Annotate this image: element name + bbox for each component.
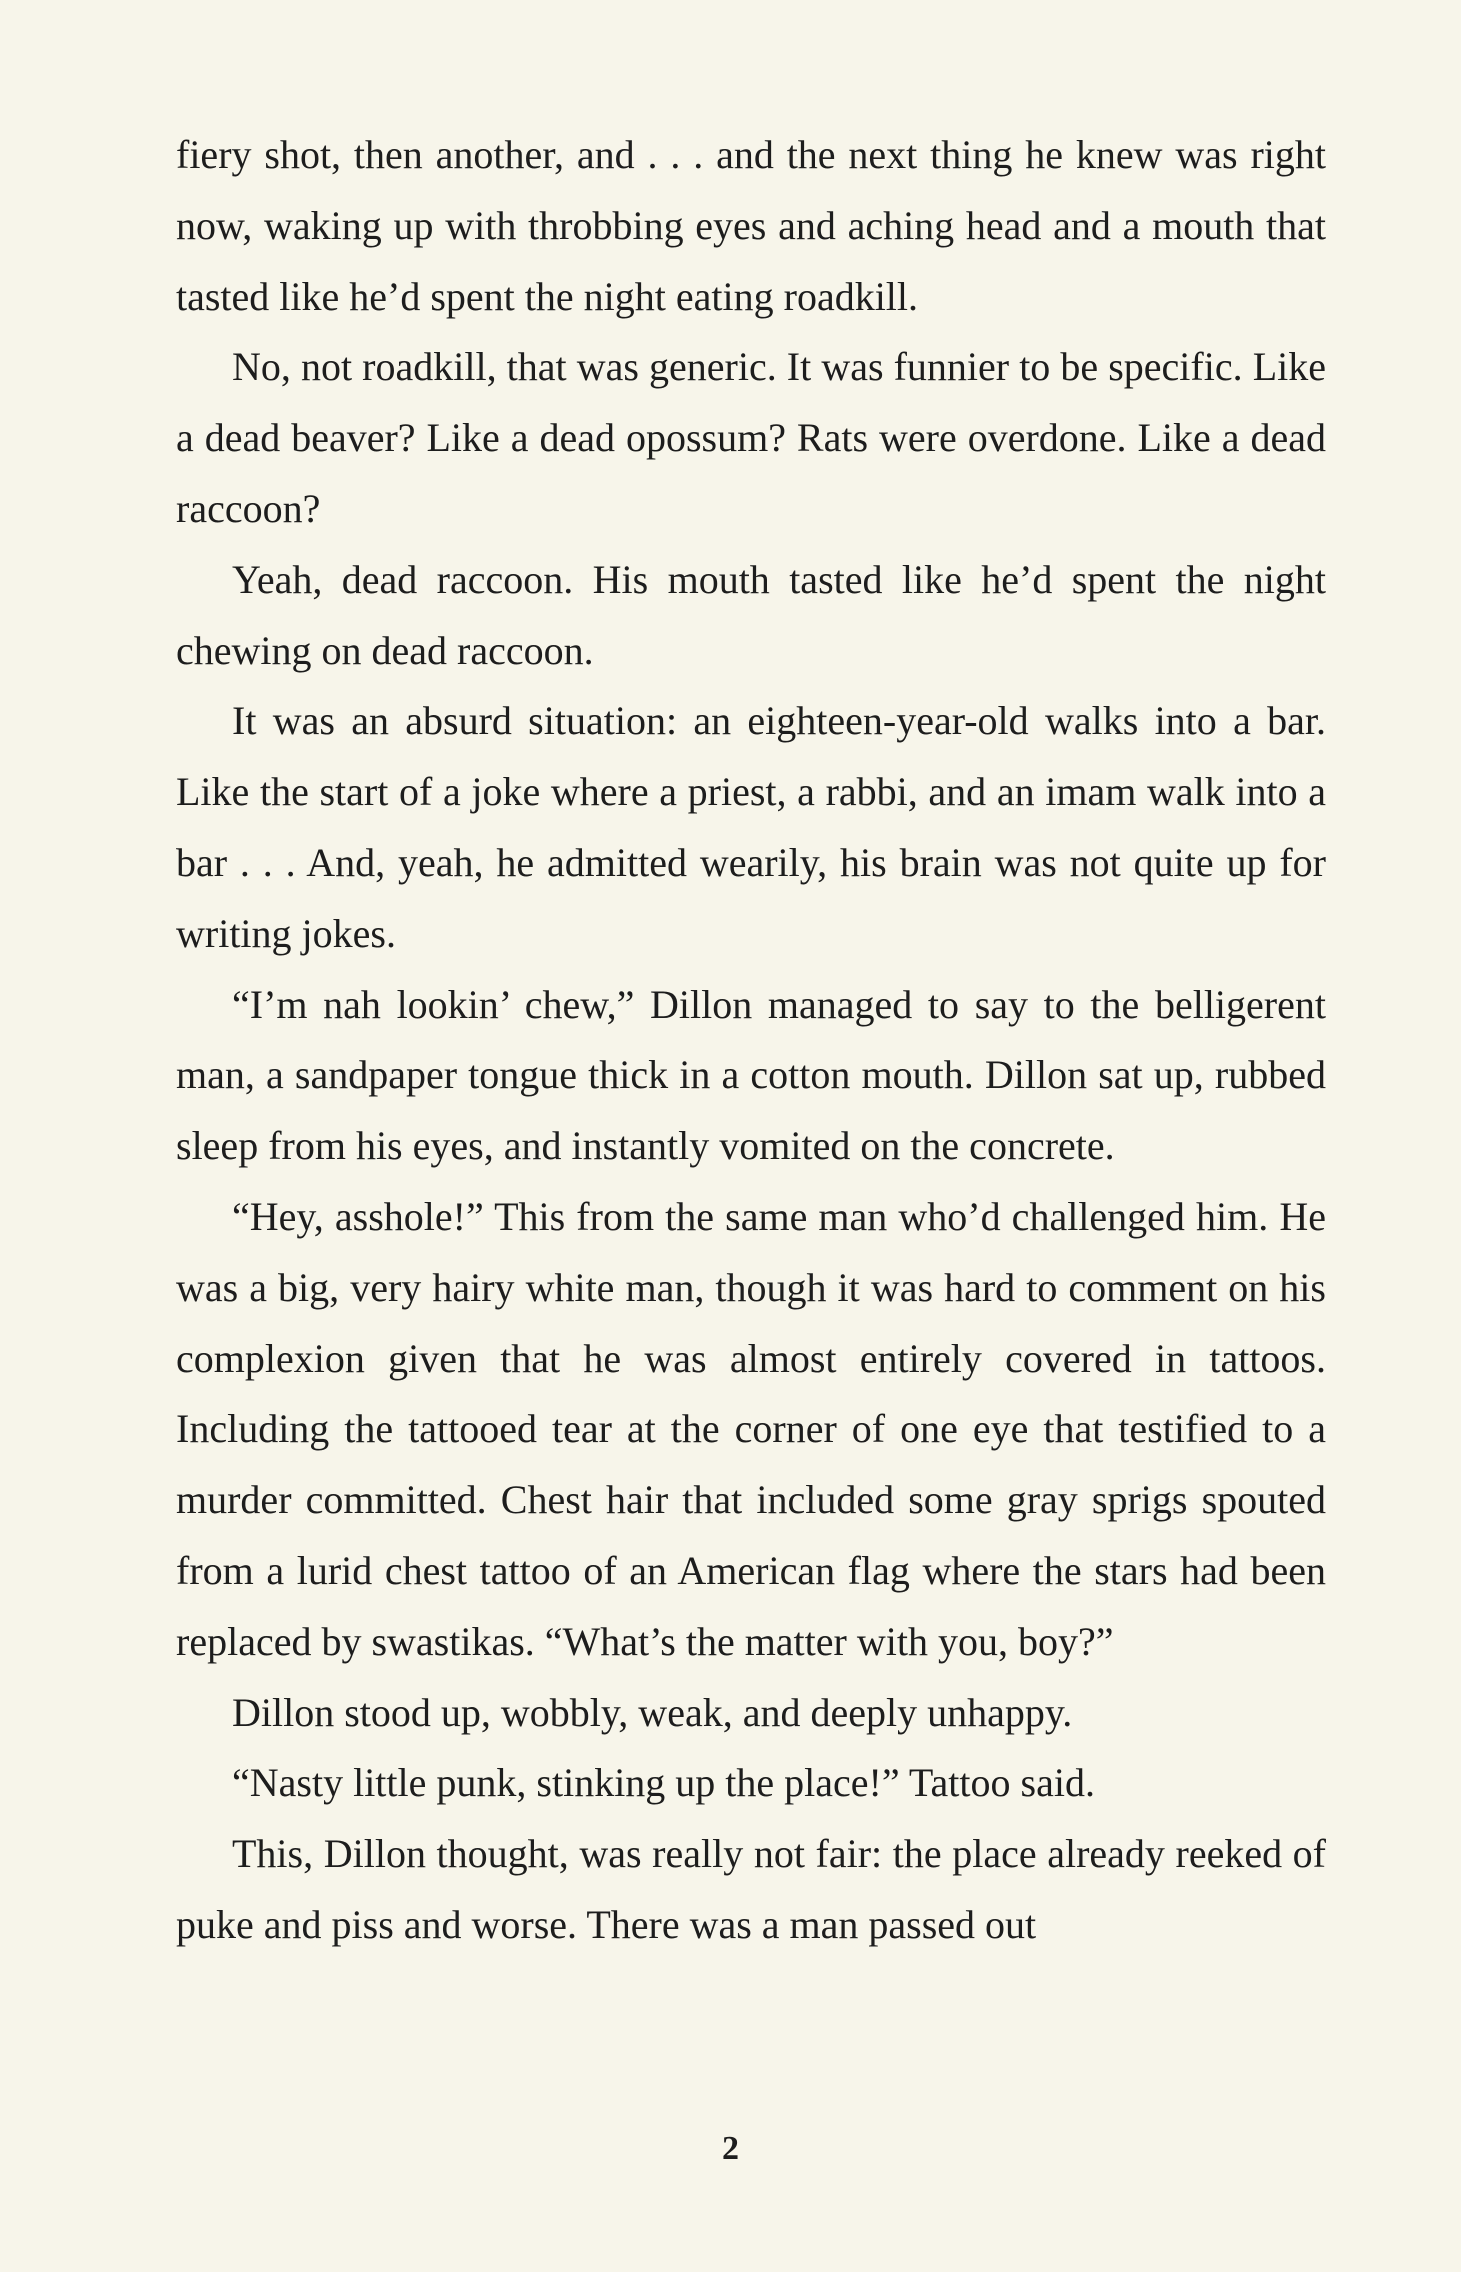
paragraph-1: fiery shot, then another, and . . . and the next thing he knew was right now, waking up with throbbing eyes and aching head and a mouth that tasted like he’d spent the night eating roadkill. bbox=[176, 132, 1326, 319]
paragraph-8: “Nasty little punk, stinking up the place!” Tattoo said. bbox=[232, 1760, 1095, 1806]
paragraph-3: Yeah, dead raccoon. His mouth tasted like he’d spent the night chewing on dead raccoon. bbox=[176, 556, 1326, 673]
body-text bbox=[176, 120, 1326, 1961]
page-number: 2 bbox=[722, 2130, 739, 2167]
paragraph-2: No, not roadkill, that was generic. It was funnier to be specific. Like a dead beaver? Like a dead opossum? Rats were overdone. Like a dead raccoon? bbox=[176, 344, 1326, 531]
paragraph-9: This, Dillon thought, was really not fair: the place already reeked of puke and piss and worse. There was a man passed out bbox=[176, 1831, 1326, 1947]
paragraph-4: It was an absurd situation: an eighteen-year-old walks into a bar. Like the start of a joke where a priest, a rabbi, and an imam walk into a bar . . . And, yeah, he admitted wearily, his brain was not quite up for writing jokes. bbox=[176, 698, 1326, 956]
paragraph-6: “Hey, asshole!” This from the same man who’d challenged him. He was a big, very hairy white man, though it was hard to comment on his complexion given that he was almost entirely covered in tattoos. Including the tattooed tear at the corner of one eye that testified to a murder committed. Chest hair that included some gray sprigs spouted from a lurid chest tattoo of an American flag where the stars had been replaced by swastikas. “What’s the matter with you, boy?” bbox=[176, 1193, 1326, 1664]
paragraph-7: Dillon stood up, wobbly, weak, and deeply unhappy. bbox=[232, 1689, 1073, 1735]
paragraph-5: “I’m nah lookin’ chew,” Dillon managed to say to the belligerent man, a sandpaper tongue thick in a cotton mouth. Dillon sat up, rubbed sleep from his eyes, and instantly vomited on the concrete. bbox=[176, 981, 1326, 1169]
